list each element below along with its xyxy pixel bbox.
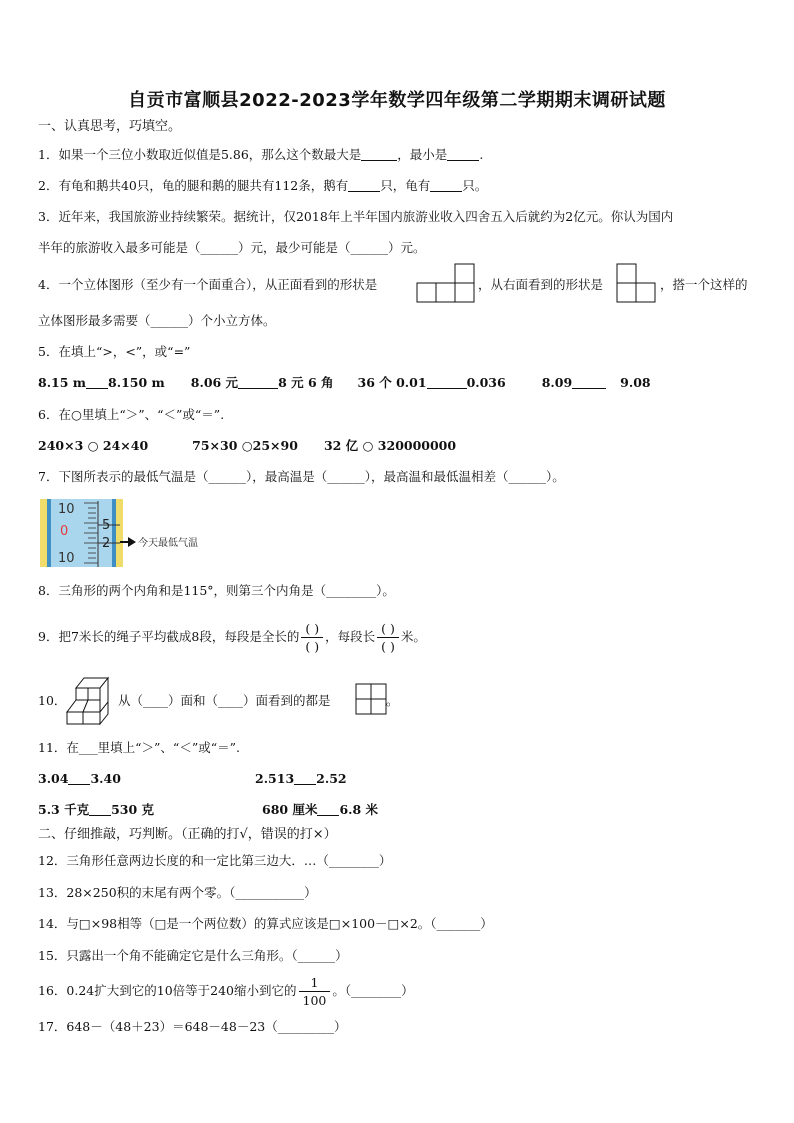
question-13: 13．28×250积的末尾有两个零。（___________） — [38, 885, 317, 900]
question-2: 2．有龟和鹅共40只，龟的腿和鹅的腿共有112条，鹅有 只，龟有 只。 — [38, 178, 488, 193]
question-6-items: 240×3 ○ 24×40 75×30 ○25×90 32 亿 ○ 320000000 — [38, 438, 457, 453]
mark-high: 5 — [102, 518, 111, 533]
arrow-label: 今天最低气温 — [138, 538, 198, 549]
question-4-line2: 立体图形最多需要（______）个小立方体。 — [38, 313, 276, 328]
question-10-num: 10． — [38, 693, 67, 708]
thermometer-figure — [40, 499, 210, 567]
section-1-heading: 一、认真思考，巧填空。 — [38, 119, 182, 134]
question-5-items: 8.15 m 8.150 m 8.06 元 8 元 6 角 36 个 0.01 0.036 8.09 9.08 — [38, 375, 651, 390]
cube-stack-figure — [66, 674, 118, 726]
question-10-end: 。 — [386, 693, 399, 708]
question-8: 8．三角形的两个内角和是115°，则第三个内角是（________）。 — [38, 583, 395, 598]
question-11-row1b: 2.513 2.52 — [255, 771, 347, 786]
arrow-icon — [128, 537, 136, 547]
right-view-figure — [616, 263, 658, 303]
question-16: 16．0.24扩大到它的10倍等于240缩小到它的 $\frac{1}{100}$ 。（________） — [38, 975, 414, 1008]
question-12: 12．三角形任意两边长度的和一定比第三边大．…（________） — [38, 853, 392, 868]
question-15: 15．只露出一个角不能确定它是什么三角形。（______） — [38, 948, 348, 963]
blank[interactable] — [361, 147, 397, 161]
question-5: 5．在填上“>，<”，或“=” — [38, 344, 191, 359]
question-3: 3．近年来，我国旅游业持续繁荣。据统计，仅2018年上半年国内旅游业收入四舍五入后就约为2亿元。你认为国内 — [38, 209, 674, 224]
section-2-heading: 二、仔细推敲，巧判断。（正确的打√，错误的打×） — [38, 827, 337, 842]
question-10-text: 从（____）面和（____）面看到的都是 — [118, 693, 331, 708]
front-view-figure — [416, 263, 476, 303]
question-11-row2b: 680 厘米 6.8 米 — [262, 802, 379, 817]
blank[interactable] — [447, 147, 479, 161]
tick-label-10-bottom: 10 — [58, 551, 75, 566]
question-1: 1．如果一个三位小数取近似值是5.86，那么这个数最大是 ，最小是 . — [38, 147, 484, 162]
question-7: 7．下图所表示的最低气温是（______），最高温是（______），最高温和最低温相差（______）。 — [38, 469, 565, 484]
mark-low: 2 — [102, 536, 111, 551]
page-title: 自贡市富顺县2022-2023学年数学四年级第二学期期末调研试题 — [128, 90, 666, 111]
square-view-figure — [355, 683, 387, 715]
question-9: 9．把7米长的绳子平均截成8段，每段是全长的 $\frac{( )}{( )}$ ，每段长 $\frac{( )}{( )}$ 米。 — [38, 621, 426, 654]
tick-label-10-top: 10 — [58, 502, 75, 517]
question-4-end: ，搭一个这样的 — [660, 277, 748, 292]
fraction-blank[interactable]: $\frac{( )}{( )}$ — [377, 620, 399, 655]
question-3-line2: 半年的旅游收入最多可能是（______）元，最少可能是（______）元。 — [38, 240, 426, 255]
blank[interactable] — [430, 178, 462, 192]
question-4: 4．一个立体图形（至少有一个面重合），从正面看到的形状是 — [38, 277, 378, 292]
question-11-row2: 5.3 千克 530 克 — [38, 802, 155, 817]
question-14: 14．与□×98相等（□是一个两位数）的算式应该是□×100－□×2。（_______） — [38, 916, 493, 931]
question-11-row1: 3.04 3.40 — [38, 771, 121, 786]
question-17: 17．648－（48＋23）＝648－48－23（_________） — [38, 1019, 347, 1034]
question-11: 11．在___里填上“＞”、“＜”或“＝”. — [38, 740, 240, 755]
fraction-blank[interactable]: $\frac{( )}{( )}$ — [301, 620, 323, 655]
question-6: 6．在○里填上“＞”、“＜”或“＝”. — [38, 407, 225, 422]
tick-label-0: 0 — [60, 524, 69, 539]
question-4-mid: ，从右面看到的形状是 — [478, 277, 604, 292]
fraction: $\frac{1}{100}$ — [299, 974, 331, 1009]
blank[interactable] — [348, 178, 380, 192]
